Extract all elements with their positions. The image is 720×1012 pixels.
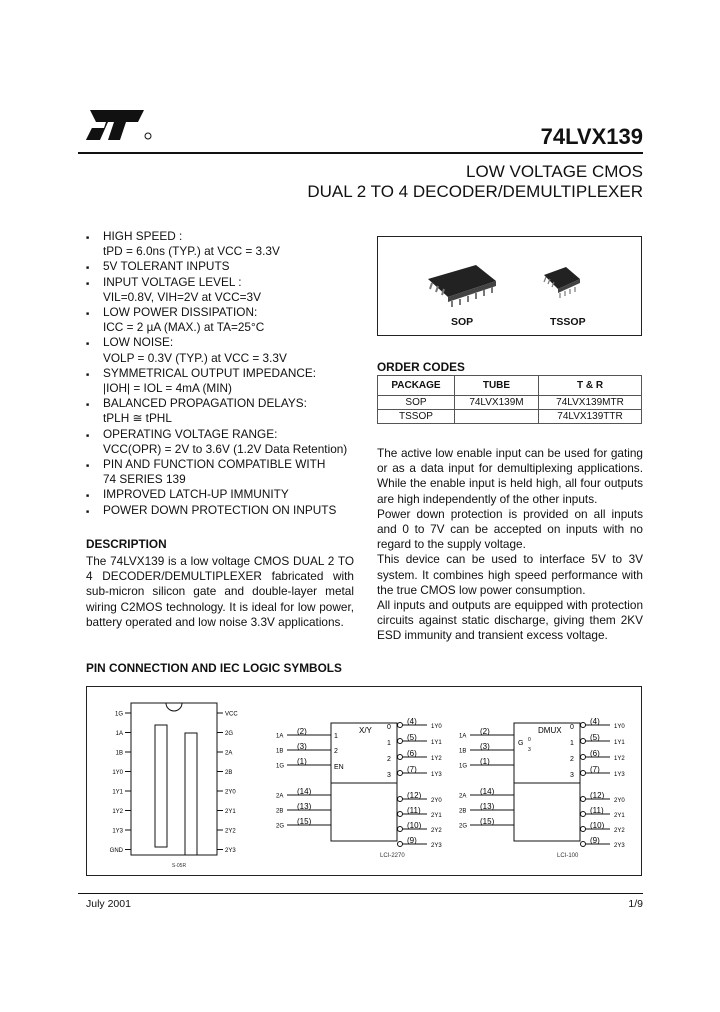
output-bubble bbox=[398, 812, 403, 817]
description-paragraph: The active low enable input can be used for gating or as a data input for demultiplexing applications. While the enable input is held high, all four outputs are high independently of the other inputs. bbox=[377, 446, 643, 506]
output-bubble bbox=[581, 827, 586, 832]
output-pin-number: (9) bbox=[590, 836, 600, 845]
svg-text:G: G bbox=[518, 740, 524, 747]
input-pin-number: (15) bbox=[297, 817, 312, 826]
input-pin-number: (15) bbox=[480, 817, 495, 826]
dip-right-pin-label: 2G bbox=[225, 731, 234, 737]
output-label: 2Y2 bbox=[431, 828, 442, 834]
output-bubble bbox=[581, 812, 586, 817]
output-pin-number: (6) bbox=[407, 749, 417, 758]
input-pin-number: (1) bbox=[297, 757, 307, 766]
table-cell: TSSOP bbox=[378, 410, 455, 424]
feature-detail: 74 SERIES 139 bbox=[103, 472, 186, 487]
feature-list bbox=[86, 229, 361, 518]
output-label: 2Y0 bbox=[431, 798, 442, 804]
output-label: 1Y1 bbox=[614, 740, 625, 746]
feature-detail: VIL=0.8V, VIH=2V at VCC=3V bbox=[103, 289, 261, 304]
table-row bbox=[378, 410, 642, 424]
input-label: 2G bbox=[276, 823, 285, 830]
dip-right-pin-label: VCC bbox=[225, 711, 238, 718]
feature-detail: VCC(OPR) = 2V to 3.6V (1.2V Data Retention) bbox=[103, 441, 348, 456]
dip-left-pin-label: 1A bbox=[115, 731, 123, 737]
description-paragraph: This device can be used to interface 5V to 3V system. It combines high speed performance with the true CMOS low power consumption. bbox=[377, 552, 643, 597]
dip-right-pin-label: 2Y1 bbox=[225, 809, 236, 815]
output-pin-number: (11) bbox=[407, 806, 421, 815]
dip-left-pin-label: 1Y1 bbox=[112, 789, 123, 796]
output-label: 1Y0 bbox=[614, 724, 625, 730]
subtitle-line1: LOW VOLTAGE CMOS bbox=[466, 162, 643, 181]
output-bubble bbox=[581, 842, 586, 847]
order-codes-table bbox=[377, 375, 642, 424]
description-paragraph: Power down protection is provided on all inputs and 0 to 7V can be accepted on inputs with no regard to the supply voltage. bbox=[377, 506, 643, 552]
footer-rule bbox=[78, 893, 643, 894]
dip-right-pin-label: 2Y0 bbox=[225, 789, 236, 796]
svg-text:3: 3 bbox=[528, 747, 531, 753]
output-pin-number: (4) bbox=[590, 717, 600, 726]
output-label: 1Y2 bbox=[614, 756, 625, 762]
output-index-label: 3 bbox=[387, 772, 391, 779]
svg-text:S-05R: S-05R bbox=[171, 863, 187, 869]
input-label: 1G bbox=[276, 763, 285, 770]
part-number: 74LVX139 bbox=[540, 124, 643, 149]
output-index-label: 2 bbox=[387, 756, 391, 763]
feature-detail: |IOH| = IOL = 4mA (MIN) bbox=[103, 381, 232, 396]
feature-item: ■ LOW POWER DISSIPATION: bbox=[86, 305, 361, 320]
input-label: 1G bbox=[459, 763, 468, 770]
input-pin-number: (14) bbox=[297, 787, 312, 796]
svg-text:LCI-2270: LCI-2270 bbox=[380, 853, 405, 859]
dip-left-pin-label: 1B bbox=[115, 750, 123, 757]
output-bubble bbox=[581, 797, 586, 802]
output-label: 2Y1 bbox=[614, 813, 625, 819]
output-pin-number: (10) bbox=[590, 821, 605, 830]
order-codes-heading: ORDER CODES bbox=[377, 360, 465, 374]
feature-item: ■ 5V TOLERANT INPUTS bbox=[86, 259, 361, 274]
feature-item: ■ LOW NOISE: bbox=[86, 335, 361, 350]
output-bubble bbox=[398, 723, 403, 728]
output-index-label: 0 bbox=[570, 724, 574, 731]
dip-right-pin-label: 2B bbox=[225, 770, 233, 776]
tssop-label: TSSOP bbox=[550, 316, 586, 328]
input-label: 2A bbox=[276, 793, 284, 800]
output-pin-number: (12) bbox=[407, 791, 422, 800]
feature-item: ■ INPUT VOLTAGE LEVEL : bbox=[86, 275, 361, 290]
dip-right-pin-label: 2A bbox=[225, 750, 233, 757]
feature-item: ■ IMPROVED LATCH-UP IMMUNITY bbox=[86, 487, 361, 502]
input-pin-number: (2) bbox=[480, 727, 490, 736]
output-label: 2Y0 bbox=[614, 798, 625, 804]
input-pin-number: (13) bbox=[297, 802, 312, 811]
output-pin-number: (6) bbox=[590, 749, 600, 758]
feature-detail: VOLP = 0.3V (TYP.) at VCC = 3.3V bbox=[103, 350, 287, 365]
output-pin-number: (11) bbox=[590, 806, 604, 815]
feature-detail: tPLH ≅ tPHL bbox=[103, 411, 172, 426]
sym1-title: X/Y bbox=[359, 726, 372, 735]
sym1-in-label: 1 bbox=[334, 733, 338, 740]
input-label: 1B bbox=[276, 748, 284, 755]
output-label: 2Y1 bbox=[431, 813, 442, 819]
sop-package-image bbox=[418, 259, 508, 309]
column-header: T & R bbox=[539, 376, 642, 396]
subtitle-line2: DUAL 2 TO 4 DECODER/DEMULTIPLEXER bbox=[307, 182, 643, 201]
feature-item: ■ POWER DOWN PROTECTION ON INPUTS bbox=[86, 503, 361, 518]
output-label: 1Y3 bbox=[431, 772, 442, 778]
input-pin-number: (2) bbox=[297, 727, 307, 736]
sym2-title: DMUX bbox=[538, 726, 562, 735]
tssop-package-image bbox=[538, 261, 588, 301]
sym1-in-label: 2 bbox=[334, 748, 338, 755]
output-bubble bbox=[398, 771, 403, 776]
input-label: 2A bbox=[459, 793, 467, 800]
pin-section-heading: PIN CONNECTION AND IEC LOGIC SYMBOLS bbox=[86, 661, 342, 675]
output-label: 2Y3 bbox=[431, 843, 442, 849]
output-index-label: 1 bbox=[387, 740, 391, 747]
output-bubble bbox=[581, 755, 586, 760]
table-cell: 74LVX139MTR bbox=[539, 396, 642, 410]
dip-right-pin-label: 2Y2 bbox=[225, 828, 236, 835]
input-label: 2G bbox=[459, 823, 468, 830]
pin-diagram-box bbox=[86, 686, 642, 876]
output-index-label: 2 bbox=[570, 756, 574, 763]
footer-page: 1/9 bbox=[628, 898, 643, 910]
output-pin-number: (7) bbox=[407, 765, 417, 774]
input-pin-number: (3) bbox=[480, 742, 490, 751]
dip-left-pin-label: 1Y2 bbox=[112, 809, 123, 815]
output-pin-number: (7) bbox=[590, 765, 600, 774]
feature-detail: tPD = 6.0ns (TYP.) at VCC = 3.3V bbox=[103, 244, 280, 259]
output-pin-number: (12) bbox=[590, 791, 605, 800]
dip-left-pin-label: 1G bbox=[114, 711, 123, 718]
footer-date: July 2001 bbox=[86, 898, 131, 910]
output-bubble bbox=[581, 739, 586, 744]
sym1-in-label: EN bbox=[334, 764, 344, 771]
table-cell: 74LVX139TTR bbox=[539, 410, 642, 424]
column-header: PACKAGE bbox=[378, 376, 455, 396]
input-pin-number: (1) bbox=[480, 757, 490, 766]
output-bubble bbox=[398, 842, 403, 847]
feature-item: ■ HIGH SPEED : bbox=[86, 229, 361, 244]
feature-item: ■ PIN AND FUNCTION COMPATIBLE WITH bbox=[86, 457, 361, 472]
description-right bbox=[377, 446, 643, 644]
output-bubble bbox=[398, 827, 403, 832]
output-index-label: 0 bbox=[387, 724, 391, 731]
output-bubble bbox=[398, 797, 403, 802]
output-index-label: 1 bbox=[570, 740, 574, 747]
input-pin-number: (3) bbox=[297, 742, 307, 751]
table-header-row bbox=[378, 376, 642, 396]
input-label: 2B bbox=[276, 808, 284, 815]
output-bubble bbox=[398, 755, 403, 760]
output-index-label: 3 bbox=[570, 772, 574, 779]
input-label: 1A bbox=[459, 733, 467, 740]
output-pin-number: (5) bbox=[407, 733, 417, 742]
output-pin-number: (9) bbox=[407, 836, 417, 845]
column-header: TUBE bbox=[454, 376, 538, 396]
output-label: 2Y2 bbox=[614, 828, 625, 834]
input-label: 1B bbox=[459, 748, 467, 755]
dip-right-pin-label: 2Y3 bbox=[225, 848, 236, 854]
svg-text:0: 0 bbox=[528, 737, 531, 743]
sop-label: SOP bbox=[451, 316, 474, 328]
table-row bbox=[378, 396, 642, 410]
table-cell: 74LVX139M bbox=[454, 396, 538, 410]
output-label: 1Y1 bbox=[431, 740, 442, 746]
output-pin-number: (10) bbox=[407, 821, 422, 830]
description-left: The 74LVX139 is a low voltage CMOS DUAL 2 TO 4 DECODER/DEMULTIPLEXER fabricated with sub-micron silicon gate and double-layer metal wiring C2MOS technology. It is ideal for low power, battery operated and low noise 3.3V applications. bbox=[86, 554, 354, 629]
st-logo bbox=[82, 104, 152, 144]
output-pin-number: (4) bbox=[407, 717, 417, 726]
feature-detail: ICC = 2 µA (MAX.) at TA=25°C bbox=[103, 320, 265, 335]
output-bubble bbox=[581, 771, 586, 776]
table-cell bbox=[454, 410, 538, 424]
package-box bbox=[377, 236, 642, 336]
output-bubble bbox=[581, 723, 586, 728]
feature-item: ■ OPERATING VOLTAGE RANGE: bbox=[86, 427, 361, 442]
feature-item: ■ SYMMETRICAL OUTPUT IMPEDANCE: bbox=[86, 366, 361, 381]
output-label: 1Y3 bbox=[614, 772, 625, 778]
pin-diagram bbox=[87, 687, 643, 877]
input-pin-number: (14) bbox=[480, 787, 495, 796]
dip-left-pin-label: 1Y3 bbox=[112, 828, 123, 835]
output-label: 1Y2 bbox=[431, 756, 442, 762]
header-rule bbox=[78, 152, 643, 154]
output-label: 2Y3 bbox=[614, 843, 625, 849]
description-paragraph: All inputs and outputs are equipped with protection circuits against static discharge, giving them 2KV ESD immunity and transient excess voltage. bbox=[377, 598, 643, 643]
dip-left-pin-label: 1Y0 bbox=[112, 770, 123, 776]
input-label: 2B bbox=[459, 808, 467, 815]
svg-text:LCI-100: LCI-100 bbox=[557, 853, 579, 859]
description-heading: DESCRIPTION bbox=[86, 537, 167, 551]
output-label: 1Y0 bbox=[431, 724, 442, 730]
output-pin-number: (5) bbox=[590, 733, 600, 742]
feature-item: ■ BALANCED PROPAGATION DELAYS: bbox=[86, 396, 361, 411]
output-bubble bbox=[398, 739, 403, 744]
input-pin-number: (13) bbox=[480, 802, 495, 811]
dip-left-pin-label: GND bbox=[109, 848, 123, 854]
table-cell: SOP bbox=[378, 396, 455, 410]
input-label: 1A bbox=[276, 733, 284, 740]
